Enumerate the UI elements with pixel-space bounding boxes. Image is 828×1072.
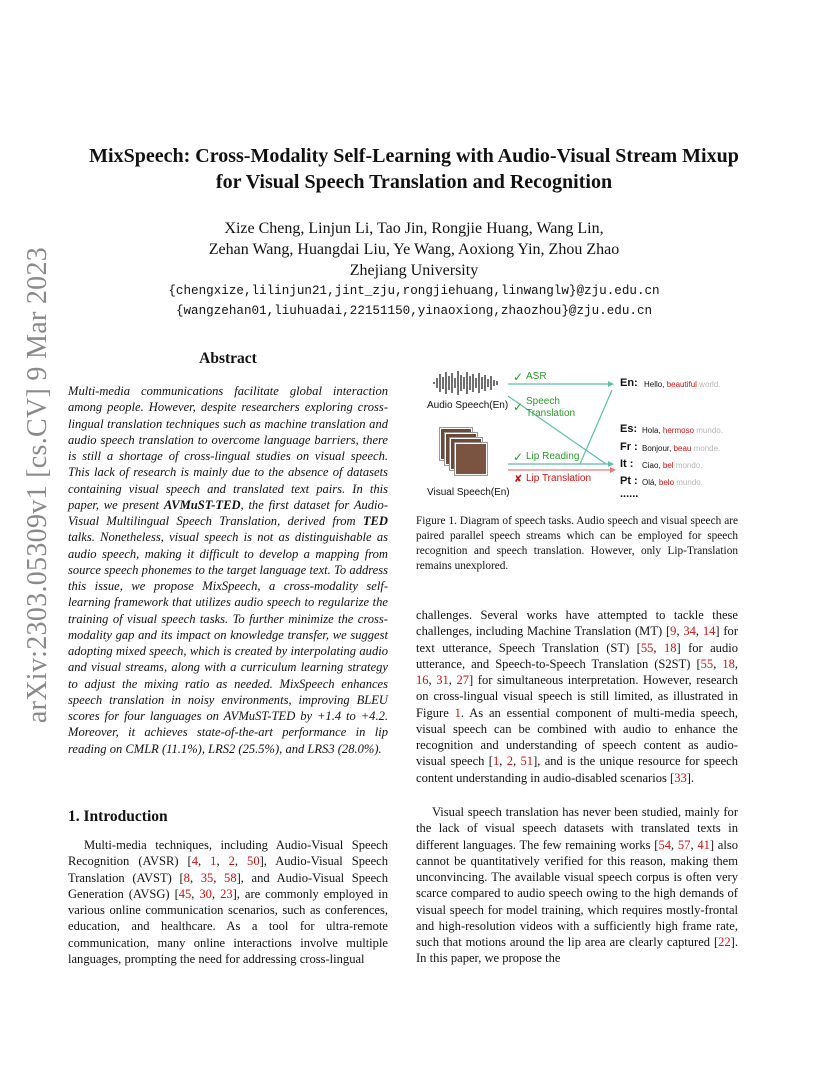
lang-it-label: It : bbox=[620, 458, 634, 470]
citation-link[interactable]: 54 bbox=[658, 837, 672, 852]
citation-link[interactable]: 31 bbox=[436, 673, 449, 687]
citation-link[interactable]: 14 bbox=[702, 624, 716, 639]
citation-link[interactable]: 51 bbox=[520, 754, 534, 769]
abstract-body: Multi-media communications facilitate global interaction among people. However, despite researchers exploring cross-lingual translation techniques such as machine translation and audio speech translation to overcome language barriers, there is still a shortage of cross-lingual studies on visual speech. This lack of research is mainly due to the absence of datasets containing visual speech and translated text pairs. In this paper, we present AVMuST-TED, the first dataset for Audio-Visual Multilingual Speech Translation, derived from TED talks. Nonetheless, visual speech is not as distinguishable as audio speech, making it difficult to develop a mapping from source speech phonemes to the target language text. To address this issue, we propose MixSpeech, a cross-modality self-learning framework that utilizes audio speech to regularize the training of visual speech tasks. To further minimize the cross-modality gap and its impact on knowledge transfer, we suggest adopting mixed speech, which is created by interpolating audio and visual streams, along with a curriculum learning strategy to adjust the mixing ratio as needed. MixSpeech enhances speech translation in noisy environments, improving BLEU scores for four languages on AVMuST-TED by +1.4 to +4.2. Moreover, it achieves state-of-the-art performance in lip reading on CMLR (11.1%), LRS2 (25.5%), and LRS3 (28.0%). bbox=[68, 384, 388, 756]
citation-link[interactable]: 9 bbox=[670, 624, 677, 639]
citation-link[interactable]: 58 bbox=[224, 870, 237, 885]
dataset-name: AVMuST-TED bbox=[163, 497, 241, 512]
speech-translation-label-2: Translation bbox=[526, 408, 576, 419]
figure-reference-link[interactable]: 1 bbox=[454, 705, 461, 720]
author-line-2: Zehan Wang, Huangdai Liu, Ye Wang, Aoxiong Yin, Zhou Zhao bbox=[208, 241, 620, 258]
ted-name: TED bbox=[362, 514, 388, 528]
dataset-expansion: Audio-Visual Multilingual Speech Translation bbox=[68, 497, 388, 528]
check-icon: ✓ bbox=[513, 370, 524, 384]
lang-es-label: Es: bbox=[620, 423, 638, 435]
email-line-1: {chengxize,lilinjun21,jint_zju,rongjiehuang,linwanglw}@zju.edu.cn bbox=[168, 284, 660, 298]
citation-link[interactable]: 55 bbox=[700, 656, 714, 671]
citation-link[interactable]: 27 bbox=[456, 673, 470, 687]
title-line-1: MixSpeech: Cross-Modality Self-Learning with Audio-Visual Stream Mixup bbox=[89, 145, 739, 167]
asr-label: ASR bbox=[526, 371, 547, 382]
lip-reading-label: Lip Reading bbox=[526, 451, 580, 462]
intro-heading: 1. Introduction bbox=[68, 808, 168, 825]
citation-link[interactable]: 18 bbox=[722, 656, 735, 671]
title-line-2: for Visual Speech Translation and Recognition bbox=[215, 171, 613, 193]
citation-link[interactable]: 4 bbox=[191, 854, 199, 869]
sentence-fr: Bonjour, beau monde. bbox=[642, 444, 721, 453]
citation-link[interactable]: 2 bbox=[228, 854, 235, 869]
citation-link[interactable]: 18 bbox=[663, 640, 677, 655]
citation-link[interactable]: 41 bbox=[697, 837, 710, 852]
arxiv-identifier: arXiv:2303.05309v1 [cs.CV] 9 Mar 2023 bbox=[22, 246, 53, 724]
figure-1 bbox=[420, 366, 746, 504]
citation-link[interactable]: 55 bbox=[640, 640, 654, 655]
sentence-es: Hola, hermoso mundo. bbox=[642, 426, 723, 435]
right-column-paragraph-1: challenges. Several works have attempted to tackle these challenges, including Machine Translation (MT) [9, 34, 14] for text utterance, Speech Translation (ST) [55, 18] for audio utterance, and Speech-to-Speech Translation (S2ST) [55, 18, 16, 31, 27] for simultaneous interpretation. However, research on cross-lingual visual speech is still limited, as illustrated in Figure 1. As an essential component of multi-media speech, visual speech can be combined with audio to enhance the recognition and understanding of speech content as audio-visual speech [1, 2, 51], and is the unique resource for speech content understanding in audio-disabled scenarios [33]. bbox=[416, 608, 739, 785]
affiliation: Zhejiang University bbox=[349, 262, 479, 279]
citation-link[interactable]: 45 bbox=[178, 886, 192, 901]
citation-link[interactable]: 22 bbox=[718, 935, 731, 949]
citation-link[interactable]: 50 bbox=[247, 854, 260, 869]
check-icon: ✓ bbox=[513, 450, 524, 464]
cross-icon: ✘ bbox=[514, 474, 523, 485]
abstract-heading: Abstract bbox=[199, 350, 257, 367]
more-languages-ellipsis: ...... bbox=[620, 488, 639, 500]
citation-link[interactable]: 16 bbox=[416, 673, 429, 687]
citation-link[interactable]: 1 bbox=[210, 854, 217, 869]
visual-speech-label: Visual Speech(En) bbox=[427, 487, 510, 498]
citation-link[interactable]: 1 bbox=[492, 754, 500, 769]
check-icon: ✓ bbox=[513, 400, 524, 414]
citation-link[interactable]: 8 bbox=[183, 870, 190, 885]
author-block bbox=[60, 218, 768, 321]
speech-translation-label-1: Speech bbox=[526, 396, 560, 407]
author-line-1: Xize Cheng, Linjun Li, Tao Jin, Rongjie Huang, Wang Lin, bbox=[224, 220, 604, 237]
face-image bbox=[455, 443, 487, 475]
lang-en-label: En: bbox=[620, 377, 638, 389]
citation-link[interactable]: 23 bbox=[220, 886, 233, 901]
lang-fr-label: Fr : bbox=[620, 441, 638, 453]
citation-link[interactable]: 57 bbox=[677, 837, 691, 852]
email-line-2: {wangzehan01,liuhuadai,22151150,yinaoxiong,zhaozhou}@zju.edu.cn bbox=[175, 304, 653, 318]
citation-link[interactable]: 34 bbox=[683, 624, 696, 639]
right-column-paragraph-2: Visual speech translation has never been studied, mainly for the lack of visual speech datasets with translated texts in different languages. The few remaining works [54, 57, 41] also cannot be quantitatively verified for this reason, making them unconvincing. The available visual speech corpus is often very scarce compared to audio speech owing to the high demands of visual speech for model training, which requires mostly-frontal and high-resolution videos with a sufficiently high frame rate, such that motions around the lip area are clearly captured [22]. In this paper, we propose the bbox=[416, 805, 738, 966]
audio-speech-label: Audio Speech(En) bbox=[427, 400, 509, 411]
citation-link[interactable]: 35 bbox=[200, 870, 214, 885]
lip-translation-label: Lip Translation bbox=[526, 473, 592, 484]
arxiv-sidebar bbox=[16, 246, 60, 724]
citation-link[interactable]: 30 bbox=[199, 886, 212, 901]
lang-pt-label: Pt : bbox=[620, 475, 638, 487]
sentence-pt: Olá, belo mundo. bbox=[642, 478, 703, 487]
sentence-en: Hello, beautiful world. bbox=[644, 380, 721, 389]
figure-1-caption: Figure 1. Diagram of speech tasks. Audio speech and visual speech are paired parallel speech streams which can be employed for speech recognition and speech translation. However, only Lip-Translation remains unexplored. bbox=[416, 515, 738, 572]
sentence-it: Ciao, bel mondo. bbox=[642, 461, 703, 470]
paper-title bbox=[60, 143, 768, 195]
citation-link[interactable]: 33 bbox=[674, 770, 687, 785]
intro-body: Multi-media techniques, including Audio-Visual Speech Recognition (AVSR) [4, 1, 2, 50], Audio-Visual Speech Translation (AVST) [8, 35, 58], and Audio-Visual Speech Generation (AVSG) [45, 30, 23], are commonly employed in various online communication scenarios, such as conferences, education, and healthcare. As a tool for ultra-remote communication, many online interactions involve multiple languages, prompting the need for addressing cross-lingual bbox=[68, 838, 389, 966]
waveform-icon bbox=[434, 371, 497, 395]
citation-link[interactable]: 2 bbox=[506, 754, 514, 769]
